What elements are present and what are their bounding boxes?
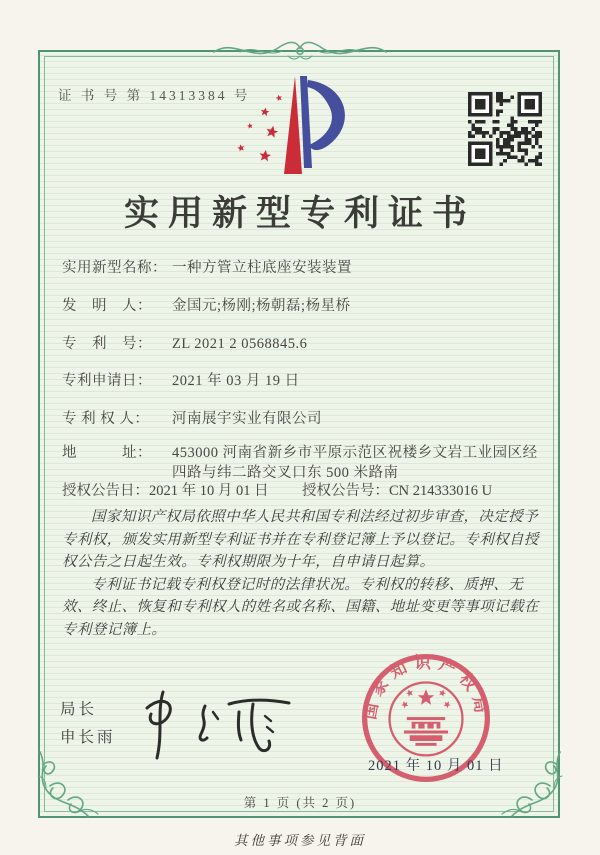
field-patent-number	[62, 334, 540, 354]
field-utility-model-name	[62, 258, 540, 278]
field-label: 授权公告号：	[302, 483, 389, 499]
field-value: ZL 2021 2 0568845.6	[172, 336, 308, 352]
field-inventors	[62, 296, 540, 316]
page-number: 第 1 页 (共 2 页)	[243, 796, 357, 810]
field-value: 2021 年 10 月 01 日	[149, 483, 269, 499]
field-value: 金国元;杨刚;杨朝磊;杨星桥	[172, 298, 351, 314]
seal-ring-text: 国家知识产权局	[360, 653, 492, 721]
field-label: 专利申请日：	[62, 373, 152, 389]
logo-stars	[237, 94, 283, 162]
field-label: 地 址：	[62, 445, 152, 461]
officer-title: 局长	[60, 701, 98, 718]
officer-name: 申长雨	[60, 729, 116, 746]
field-value: CN 214333016 U	[389, 483, 493, 499]
officer-signature	[133, 678, 303, 770]
legal-paragraph-2: 专利证书记载专利权登记时的法律状况。专利权的转移、质押、无效、终止、恢复和专利权人的姓名或名称、国籍、地址变更等事项记载在专利登记簿上。	[62, 576, 539, 638]
field-label: 授权公告日：	[62, 483, 149, 499]
field-label: 专 利 号：	[62, 336, 152, 352]
legal-text	[62, 506, 542, 641]
cnipa-logo	[224, 70, 376, 188]
field-label: 专 利 权 人：	[62, 411, 150, 427]
officer-block	[60, 696, 116, 752]
back-side-note: 其他事项参见背面	[234, 833, 366, 848]
legal-paragraph-1: 国家知识产权局依照中华人民共和国专利法经过初步审查，决定授予专利权，颁发实用新型专利证书并在专利登记簿上予以登记。专利权自授权公告之日起生效。专利权期限为十年，自申请日起算。	[62, 509, 539, 570]
svg-text:国家知识产权局	[360, 653, 492, 721]
field-value: 2021 年 03 月 19 日	[172, 373, 300, 389]
seal-national-emblem	[390, 683, 463, 756]
field-value: 453000 河南省新乡市平原示范区祝楼乡文岩工业园区经四路与纬二路交叉口东 500 米路南	[172, 445, 538, 481]
seal-date: 2021 年 10 月 01 日	[368, 758, 504, 774]
field-label: 发 明 人：	[62, 298, 152, 314]
certificate-title: 实用新型专利证书	[123, 194, 476, 233]
qr-code	[468, 92, 542, 166]
field-label: 实用新型名称：	[62, 260, 167, 276]
field-value: 一种方管立柱底座安装装置	[172, 260, 352, 276]
field-address	[62, 443, 540, 483]
certificate-number: 证 书 号 第 14313384 号	[58, 88, 251, 103]
field-value: 河南展宇实业有限公司	[172, 411, 322, 427]
field-grant-date	[62, 481, 269, 501]
field-grant-number	[302, 481, 492, 501]
field-patentee	[62, 409, 540, 429]
field-filing-date	[62, 371, 540, 391]
logo-p-mark	[284, 76, 345, 174]
